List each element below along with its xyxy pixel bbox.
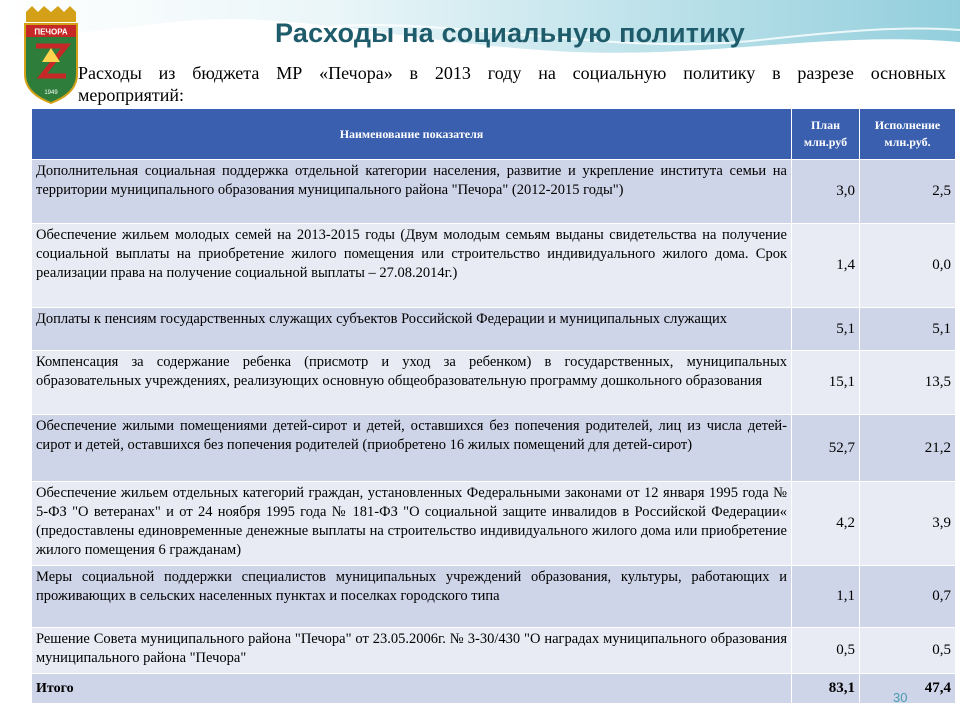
table-row [32,482,956,566]
column-header-execution-line1: Исполнение [874,118,941,132]
expenses-table [31,108,956,704]
table-row [32,566,956,628]
column-header-execution [860,109,956,160]
row-plan: 1,4 [792,224,860,308]
row-name: Компенсация за содержание ребенка (присмотр и уход за ребенком) в государственных, муниципальных образовательных учреждениях, реализующих основную общеобразовательную программу дошкольного образования [32,351,792,415]
table-row [32,308,956,351]
table-total-row [32,674,956,704]
svg-text:1949: 1949 [44,90,58,96]
row-plan: 5,1 [792,308,860,351]
row-execution: 13,5 [860,351,956,415]
table-row [32,224,956,308]
page-number: 30 [893,690,908,705]
row-name: Доплаты к пенсиям государственных служащих субъектов Российской Федерации и муниципальных служащих [32,308,792,351]
row-execution: 5,1 [860,308,956,351]
column-header-plan [792,109,860,160]
total-plan: 83,1 [792,674,860,704]
table-row [32,351,956,415]
row-name: Решение Совета муниципального района "Печора" от 23.05.2006г. № 3-30/430 "О наградах муниципального образования муниципального района "Печора" [32,628,792,674]
total-execution: 47,4 [860,674,956,704]
row-execution: 2,5 [860,160,956,224]
expenses-table-container [31,108,955,704]
coat-of-arms-logo [22,4,80,104]
row-execution: 0,7 [860,566,956,628]
row-plan: 0,5 [792,628,860,674]
row-execution: 21,2 [860,415,956,482]
column-header-execution-line2: млн.руб. [884,135,931,149]
row-plan: 52,7 [792,415,860,482]
slide-title: Расходы на социальную политику [275,18,745,48]
row-plan: 3,0 [792,160,860,224]
row-name: Обеспечение жилыми помещениями детей-сирот и детей, оставшихся без попечения родителей, лиц из числа детей-сирот и детей, оставшихся без попечения родителей (приобретено 16 жилых помещений для детей-сирот) [32,415,792,482]
total-label: Итого [32,674,792,704]
row-plan: 15,1 [792,351,860,415]
row-name: Дополнительная социальная поддержка отдельной категории населения, развитие и укрепление института семьи на территории муниципального образования муниципального района "Печора" (2012-2015 годы") [32,160,792,224]
row-name: Обеспечение жильем отдельных категорий граждан, установленных Федеральными законами от 12 января 1995 года № 5-ФЗ "О ветеранах" и от 24 ноября 1995 года № 181-ФЗ "О социальной защите инвалидов в Российской Федерации« (предоставлены единовременные денежные выплаты на строительство индивидуального жилого дома или приобретение жилого помещения 6 гражданам) [32,482,792,566]
table-header-row [32,109,956,160]
row-execution: 0,5 [860,628,956,674]
row-execution: 0,0 [860,224,956,308]
table-row [32,160,956,224]
row-plan: 4,2 [792,482,860,566]
svg-text:ПЕЧОРА: ПЕЧОРА [34,27,68,37]
row-name: Меры социальной поддержки специалистов муниципальных учреждений образования, культуры, работающих и проживающих в сельских населенных пунктах и поселках городского типа [32,566,792,628]
row-name: Обеспечение жильем молодых семей на 2013-2015 годы (Двум молодым семьям выданы свидетельства на получение социальной выплаты на приобретение жилого помещения или строительство индивидуального жилого дома. Срок реализации права на получение социальной выплаты – 27.08.2014г.) [32,224,792,308]
row-execution: 3,9 [860,482,956,566]
table-row [32,628,956,674]
column-header-plan-line1: План [811,118,840,132]
intro-text-line1: Расходы из бюджета МР «Печора» в 2013 году на социальную политику в разрезе основных [78,63,946,83]
column-header-plan-line2: млн.руб [803,135,848,149]
row-plan: 1,1 [792,566,860,628]
table-row [32,415,956,482]
column-header-name: Наименование показателя [32,109,792,160]
intro-text-line2: мероприятий: [78,85,185,105]
